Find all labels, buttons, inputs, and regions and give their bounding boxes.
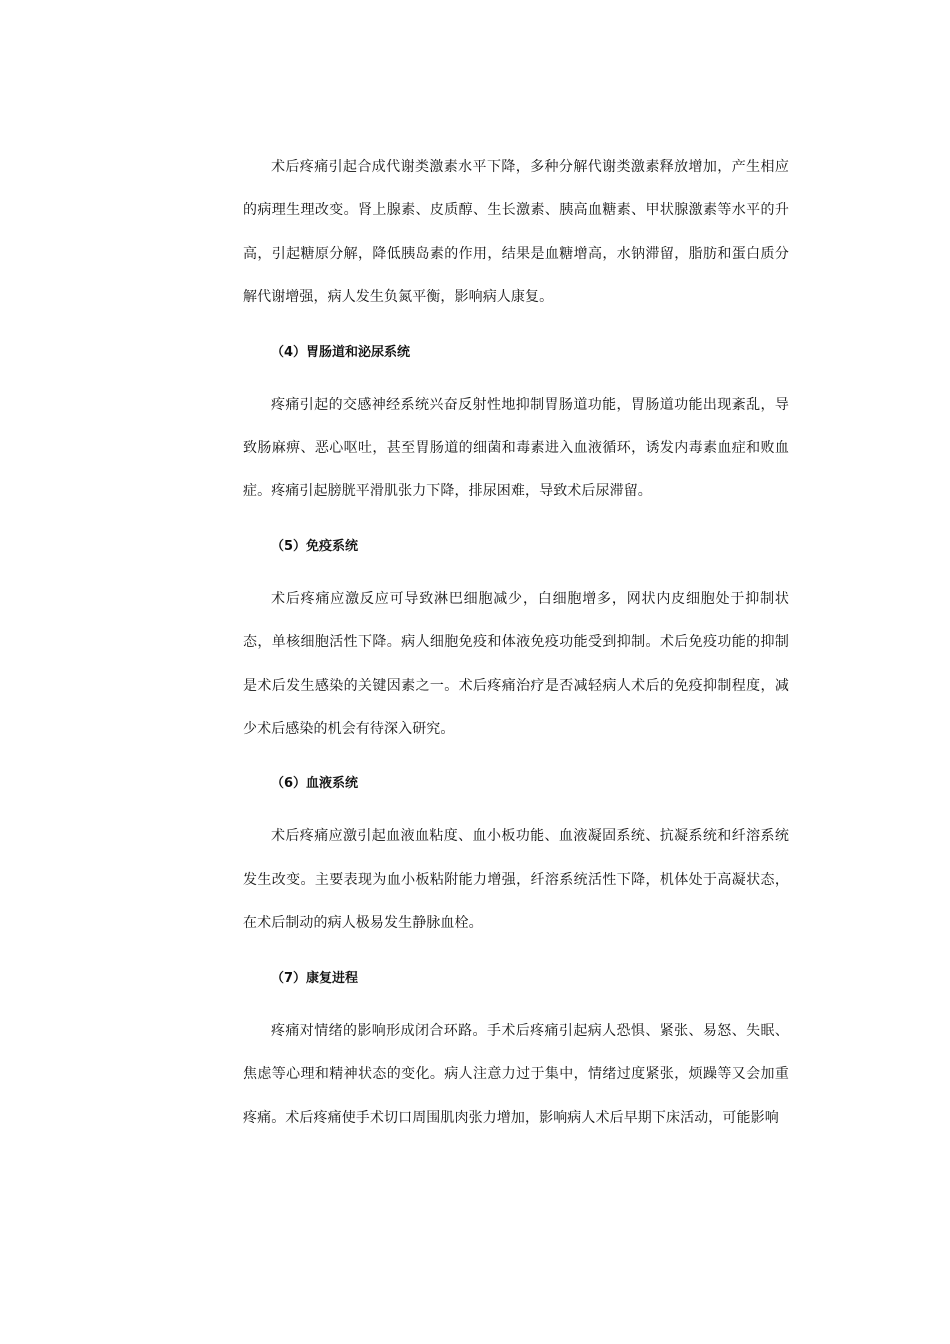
section-heading-blood: （6）血液系统 <box>271 776 359 792</box>
paragraph-gastrointestinal: 疼痛引起的交感神经系统兴奋反射性地抑制胃肠道功能，胃肠道功能出现紊乱，导致肠麻痹、恶心呕吐，甚至胃肠道的细菌和毒素进入血液循环，诱发内毒素血症和败血症。疼痛引起膀胱平滑肌张力下降，排尿困难，导致术后尿滞留。 <box>243 396 789 500</box>
spacer <box>243 320 789 343</box>
spacer <box>243 557 789 578</box>
spacer <box>243 946 789 969</box>
paragraph-immune: 术后疼痛应激反应可导致淋巴细胞减少，白细胞增多，网状内皮细胞处于抑制状态，单核细胞活性下降。病人细胞免疫和体液免疫功能受到抑制。术后免疫功能的抑制是术后发生感染的关键因素之一。术后疼痛治疗是否减轻病人术后的免疫抑制程度，减少术后感染的机会有待深入研究。 <box>243 590 789 738</box>
section-heading-recovery: （7）康复进程 <box>271 970 359 986</box>
document-page <box>243 146 789 1140</box>
paragraph-recovery: 疼痛对情绪的影响形成闭合环路。手术后疼痛引起病人恐惧、紧张、易怒、失眠、焦虑等心理和精神状态的变化。病人注意力过于集中，情绪过度紧张，烦躁等又会加重疼痛。术后疼痛使手术切口周围肌肉张力增加，影响病人术后早期下床活动，可能影响 <box>243 1022 789 1126</box>
paragraph-blood: 术后疼痛应激引起血液血粘度、血小板功能、血液凝固系统、抗凝系统和纤溶系统发生改变。主要表现为血小板粘附能力增强，纤溶系统活性下降，机体处于高凝状态，在术后制动的病人极易发生静脉血栓。 <box>243 828 789 932</box>
spacer <box>243 363 789 384</box>
section-heading-immune: （5）免疫系统 <box>271 538 359 554</box>
spacer <box>243 794 789 815</box>
spacer <box>243 514 789 537</box>
section-heading-gastrointestinal: （4）胃肠道和泌尿系统 <box>271 344 411 360</box>
spacer <box>243 751 789 774</box>
paragraph-metabolic: 术后疼痛引起合成代谢类激素水平下降，多种分解代谢类激素释放增加，产生相应的病理生理改变。肾上腺素、皮质醇、生长激素、胰高血糖素、甲状腺激素等水平的升高，引起糖原分解，降低胰岛素的作用，结果是血糖增高，水钠滞留，脂肪和蛋白质分解代谢增强，病人发生负氮平衡，影响病人康复。 <box>243 159 789 306</box>
spacer <box>243 989 789 1010</box>
